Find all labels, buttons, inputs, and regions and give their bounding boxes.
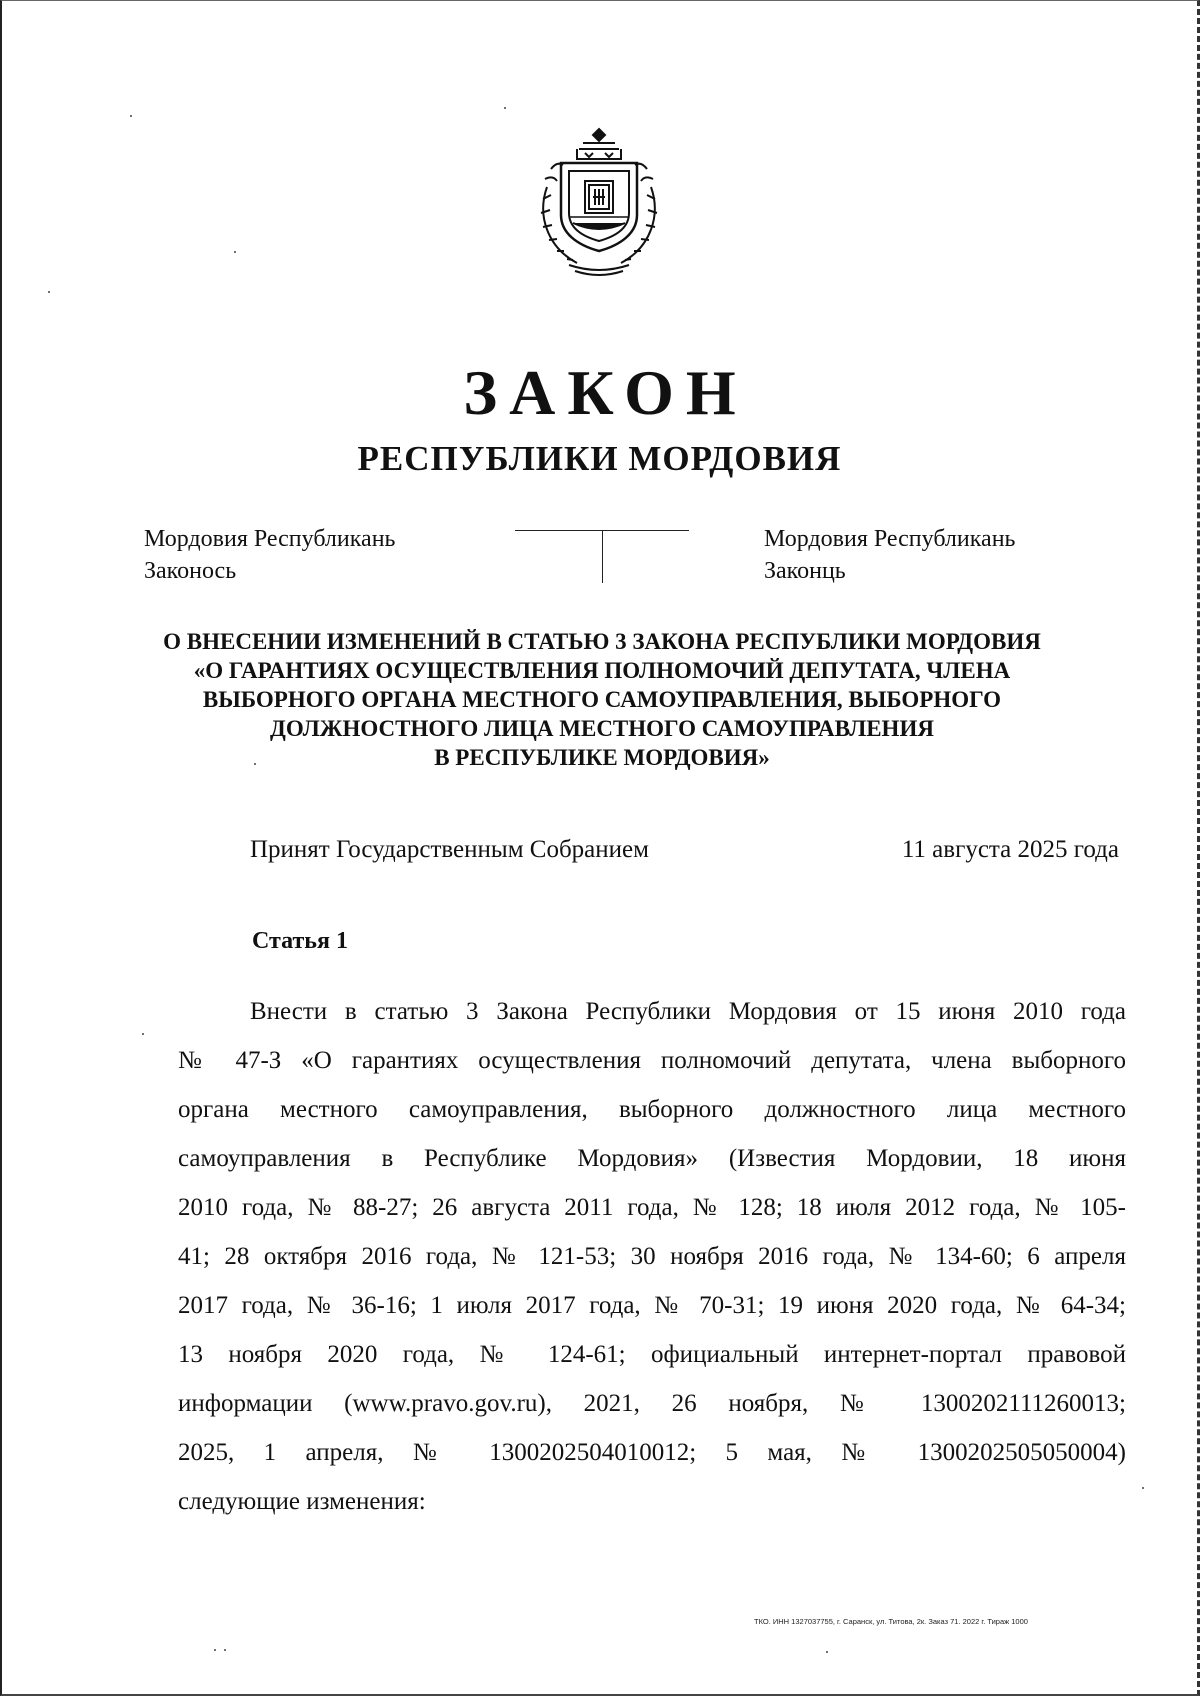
law-title-line: «О ГАРАНТИЯХ ОСУЩЕСТВЛЕНИЯ ПОЛНОМОЧИЙ ДЕПУТАТА, ЧЛЕНА: [193, 658, 1011, 683]
scan-speck: [214, 1649, 216, 1651]
law-title: [152, 627, 1052, 772]
document-subtitle: РЕСПУБЛИКИ МОРДОВИЯ: [357, 439, 842, 478]
scan-speck: [142, 1033, 144, 1035]
scan-speck: [48, 291, 50, 293]
moksha-title-block: [144, 523, 395, 587]
article-line: 2025, 1 апреля, № 1300202504010012; 5 мая, № 1300202505050004): [178, 1439, 1126, 1466]
article-body: [178, 987, 1126, 1526]
coat-of-arms-icon: [529, 125, 669, 277]
article-line: информации (www.pravo.gov.ru), 2021, 26 ноября, № 1300202111260013;: [178, 1390, 1126, 1417]
moksha-title-line: Законось: [144, 558, 237, 584]
article-line: 41; 28 октября 2016 года, № 121-53; 30 ноября 2016 года, № 134-60; 6 апреля: [178, 1243, 1126, 1270]
article-heading: Статья 1: [252, 928, 348, 954]
article-line: 2017 года, № 36-16; 1 июля 2017 года, № 70-31; 19 июня 2020 года, № 64-34;: [178, 1292, 1126, 1319]
adoption-label: Принят Государственным Собранием: [250, 836, 649, 863]
scan-speck: [254, 763, 256, 765]
article-line: органа местного самоуправления, выборного должностного лица местного: [178, 1096, 1126, 1123]
article-line: самоуправления в Республике Мордовия» (Известия Мордовии, 18 июня: [178, 1145, 1126, 1172]
scan-speck: [826, 1651, 828, 1653]
erzya-title-block: [764, 523, 1015, 587]
document-title: ЗАКОН: [463, 357, 748, 428]
law-title-line: О ВНЕСЕНИИ ИЗМЕНЕНИЙ В СТАТЬЮ 3 ЗАКОНА РЕСПУБЛИКИ МОРДОВИЯ: [163, 629, 1041, 654]
law-title-line: В РЕСПУБЛИКЕ МОРДОВИЯ»: [434, 745, 770, 770]
scan-speck: [504, 107, 506, 109]
scan-speck: [234, 251, 236, 253]
article-line: Внести в статью 3 Закона Республики Мордовия от 15 июня 2010 года: [250, 998, 1126, 1025]
article-line: следующие изменения:: [178, 1488, 426, 1515]
print-imprint: ТКО. ИНН 1327037755, г. Саранск, ул. Титова, 2к. Заказ 71. 2022 г. Тираж 1000: [754, 1617, 1028, 1626]
law-title-line: ВЫБОРНОГО ОРГАНА МЕСТНОГО САМОУПРАВЛЕНИЯ, ВЫБОРНОГО: [202, 687, 1002, 712]
article-line: 13 ноября 2020 года, № 124-61; официальный интернет-портал правовой: [178, 1341, 1126, 1368]
scan-speck: [130, 115, 132, 117]
header-divider-vertical: [602, 531, 603, 583]
adoption-date: 11 августа 2025 года: [901, 836, 1119, 863]
scan-speck: [1142, 1487, 1144, 1489]
erzya-title-line: Законць: [764, 558, 846, 584]
article-line: 2010 года, № 88-27; 26 августа 2011 года, № 128; 18 июля 2012 года, № 105-: [178, 1194, 1126, 1221]
article-line: № 47-З «О гарантиях осуществления полномочий депутата, члена выборного: [178, 1047, 1126, 1074]
law-title-line: ДОЛЖНОСТНОГО ЛИЦА МЕСТНОГО САМОУПРАВЛЕНИЯ: [270, 716, 934, 741]
moksha-title-line: Мордовия Республикань: [144, 526, 396, 552]
scan-speck: [224, 1649, 226, 1651]
erzya-title-line: Мордовия Республикань: [764, 526, 1016, 552]
